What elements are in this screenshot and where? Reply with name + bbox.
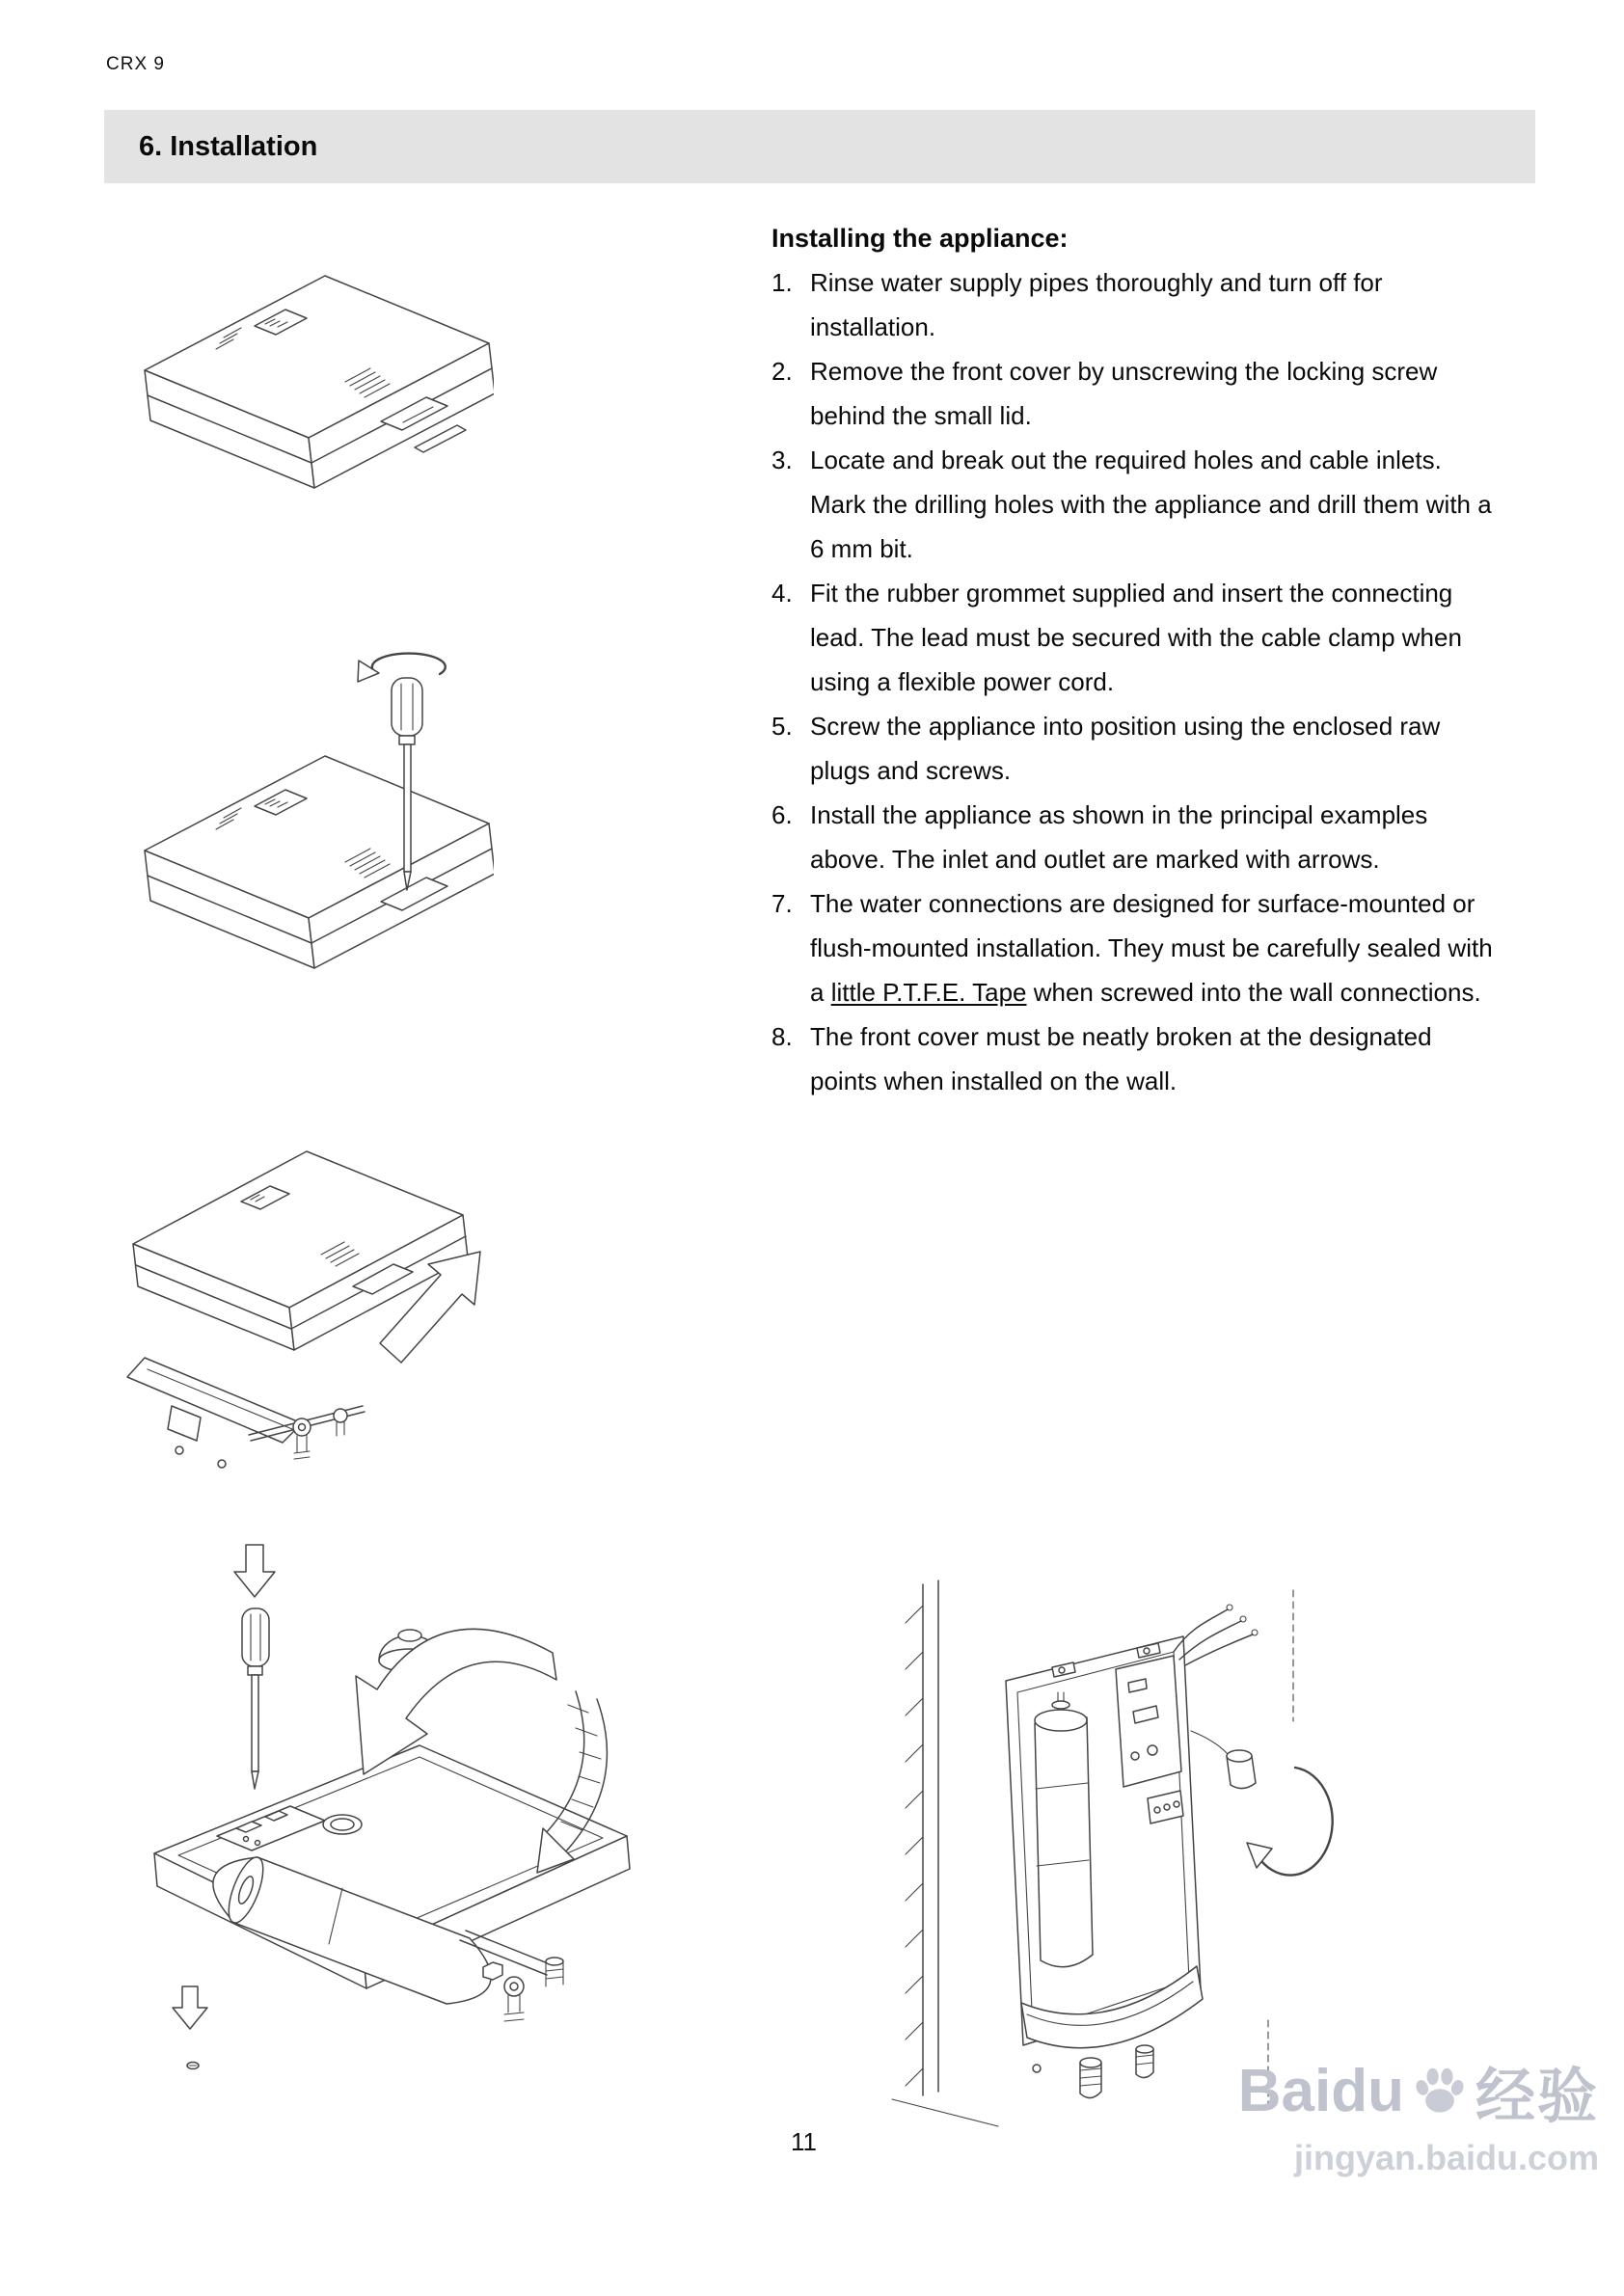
cable-gland [1191,1731,1256,1789]
item-text: Locate and break out the required holes and cable inlets. Mark the drilling holes with the appliance and drill them with a 6 mm bit. [810,446,1492,563]
item-text: Rinse water supply pipes thoroughly and turn off for installation. [810,268,1383,341]
doc-code: CRX 9 [106,54,165,74]
figure-appliance-closed [108,224,494,576]
press-arrow [234,1545,275,1597]
rotate-arrow [1247,1768,1333,1876]
figure-open-unit [101,1535,641,2128]
pipe-connections [1033,2045,1153,2098]
chassis-and-pipes [127,1358,365,1468]
instruction-item [771,260,1502,349]
watermark-brand-en: Baidu [1237,2058,1404,2124]
item-text: Remove the front cover by unscrewing the locking screw behind the small lid. [810,357,1438,430]
screwdriver [242,1608,269,1789]
item-number: 7. [771,889,793,918]
watermark-brand-row [1238,2048,1599,2134]
item-number: 5. [771,712,793,741]
figure-unscrew-cover [108,632,494,988]
item-number: 4. [771,579,793,608]
bottom-arrow-and-screw [173,1986,207,2069]
item-number: 3. [771,446,793,474]
underlined-phrase: little P.T.F.E. Tape [830,978,1027,1007]
instruction-item [771,1014,1502,1103]
instruction-item [771,438,1502,571]
connecting-lead [1174,1605,1258,1665]
item-text: The front cover must be neatly broken at the designated points when installed on the wall. [810,1022,1432,1095]
page-number: 11 [791,2127,817,2156]
instructions-heading: Installing the appliance: [771,224,1069,253]
item-number: 6. [771,800,793,829]
watermark-brand-cn: 经验 [1475,2064,1599,2130]
instruction-item [771,704,1502,793]
appliance-cover-drawing [145,276,494,488]
watermark [1238,2048,1599,2178]
item-text: Fit the rubber grommet supplied and insert the connecting lead. The lead must be secured with the cable clamp when using a flexible power cord. [810,579,1462,696]
baidu-paw-icon [1414,2066,1466,2118]
instruction-list [771,260,1502,1103]
item-text: Install the appliance as shown in the principal examples above. The inlet and outlet are marked with arrows. [810,800,1428,874]
section-title: 6. Installation [139,130,318,162]
item-text-before: The water connections are designed for surface-mounted or flush-mounted installation. They must be carefully sealed with a [810,889,1493,1007]
item-text-after: when screwed into the wall connections. [1026,978,1481,1007]
heater-tank [1035,1692,1093,1967]
item-text: Screw the appliance into position using the enclosed raw plugs and screws. [810,712,1441,785]
instructions-column [771,216,1502,1103]
instruction-item [771,349,1502,438]
watermark-url: jingyan.baidu.com [1293,2138,1599,2177]
figure-remove-cover [104,1117,557,1493]
section-header-bar [104,110,1535,183]
item-number: 8. [771,1022,793,1051]
grommet-hole [323,1815,362,1834]
item-number: 1. [771,268,793,297]
instruction-item [771,571,1502,704]
instruction-item [771,793,1502,881]
instruction-item [771,881,1502,1014]
appliance-cover-drawing [145,756,494,968]
item-text [810,881,1502,1014]
item-number: 2. [771,357,793,386]
figure-wall-mounted [863,1567,1336,2131]
